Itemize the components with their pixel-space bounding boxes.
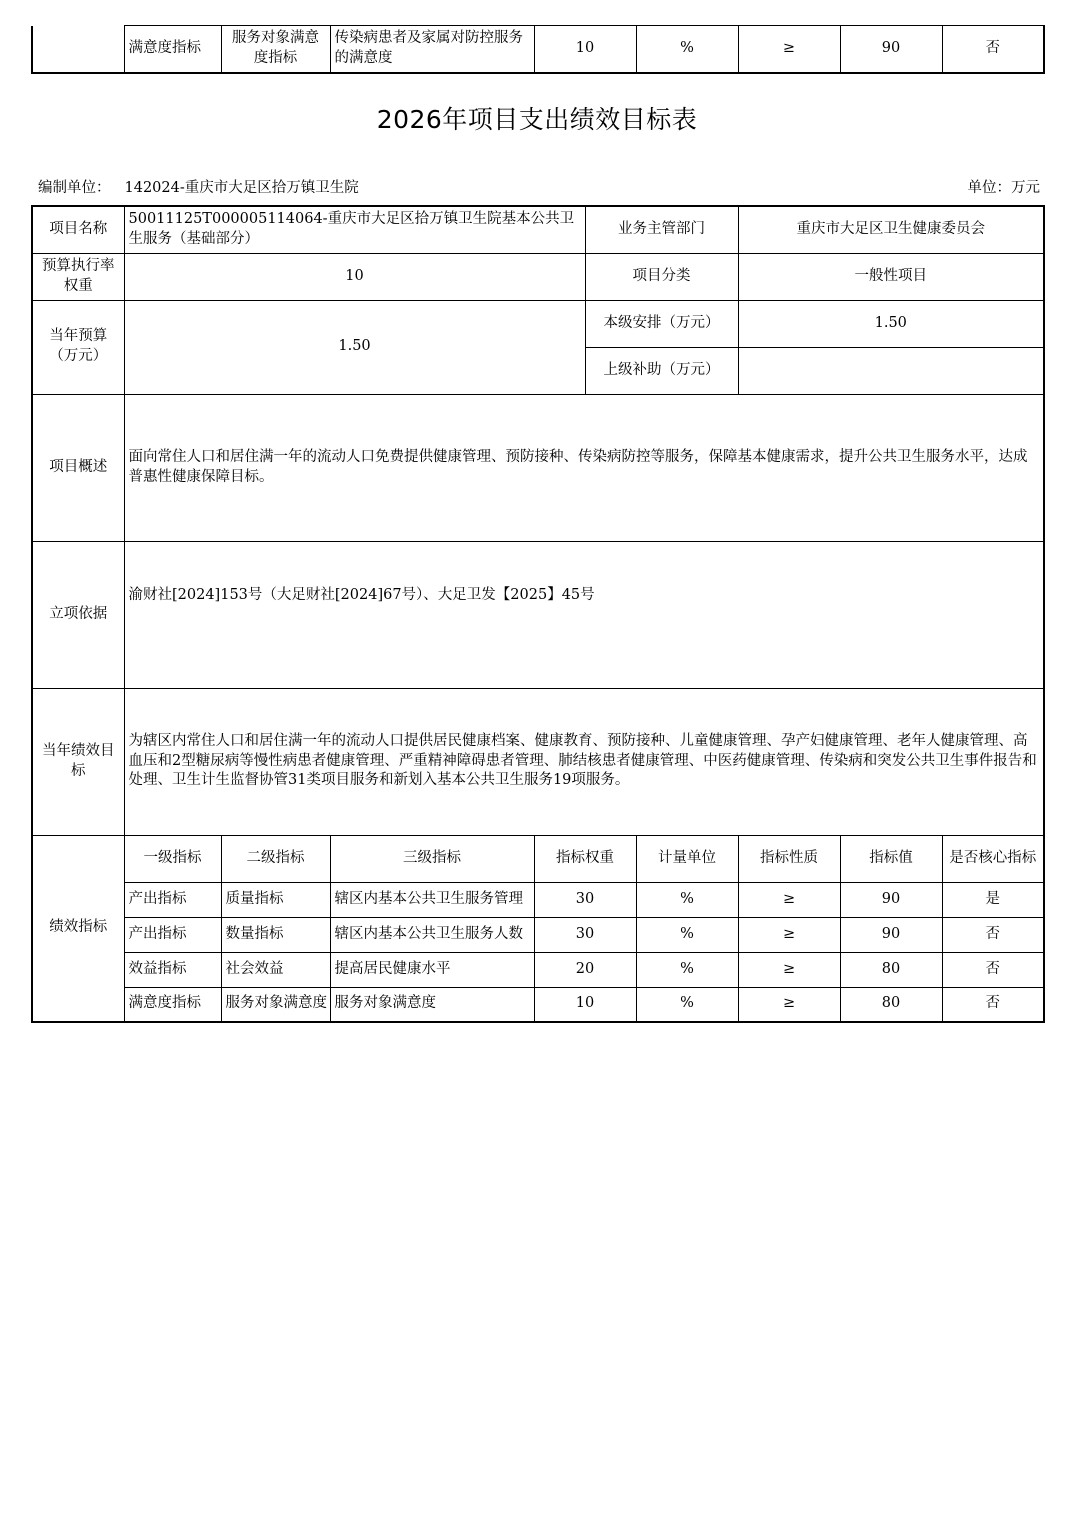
indicator-unit: % [636, 917, 738, 952]
indicator-level1: 产出指标 [124, 882, 221, 917]
blank-cell [32, 26, 124, 73]
goal-row [32, 688, 1044, 835]
col-header: 是否核心指标 [942, 835, 1044, 882]
upper-label: 上级补助（万元） [585, 347, 738, 394]
col-header: 指标值 [840, 835, 942, 882]
dept-label: 业务主管部门 [585, 206, 738, 253]
indicator-level3: 服务对象满意度 [330, 987, 534, 1022]
indicator-nature: ≥ [738, 987, 840, 1022]
value-cell: 90 [840, 26, 942, 73]
top-row [32, 26, 1044, 73]
indicator-weight: 10 [534, 987, 636, 1022]
budget-label: 当年预算（万元） [32, 300, 124, 394]
indicator-row [32, 952, 1044, 987]
indicator-level1: 满意度指标 [124, 987, 221, 1022]
basis-value: 渝财社[2024]153号（大足财社[2024]67号）、大足卫发【2025】45号 [124, 541, 1044, 688]
col-header: 指标权重 [534, 835, 636, 882]
project-name-row [32, 206, 1044, 253]
indicator-row [32, 987, 1044, 1022]
col-header: 计量单位 [636, 835, 738, 882]
upper-value [738, 347, 1044, 394]
level1-cell: 满意度指标 [124, 26, 221, 73]
overview-value: 面向常住人口和居住满一年的流动人口免费提供健康管理、预防接种、传染病防控等服务，保障基本健康需求，提升公共卫生服务水平，达成普惠性健康保障目标。 [124, 394, 1044, 541]
indicator-value: 80 [840, 952, 942, 987]
indicator-level1: 产出指标 [124, 917, 221, 952]
name-label: 项目名称 [32, 206, 124, 253]
indicator-core: 否 [942, 917, 1044, 952]
category-value: 一般性项目 [738, 253, 1044, 300]
indicator-value: 80 [840, 987, 942, 1022]
indicator-level2: 社会效益 [221, 952, 330, 987]
unit-cell: % [636, 26, 738, 73]
indicator-core: 是 [942, 882, 1044, 917]
nature-cell: ≥ [738, 26, 840, 73]
indicator-weight: 20 [534, 952, 636, 987]
indicator-level1: 效益指标 [124, 952, 221, 987]
indicator-value: 90 [840, 882, 942, 917]
basis-row [32, 541, 1044, 688]
indicator-unit: % [636, 987, 738, 1022]
level2-cell: 服务对象满意度指标 [221, 26, 330, 73]
indicator-level2: 质量指标 [221, 882, 330, 917]
indicator-core: 否 [942, 987, 1044, 1022]
performance-table [31, 205, 1045, 1023]
budget-row-1 [32, 300, 1044, 347]
indicator-value: 90 [840, 917, 942, 952]
indicator-row [32, 882, 1044, 917]
page-title: 2026年项目支出绩效目标表 [376, 105, 698, 134]
indicator-nature: ≥ [738, 917, 840, 952]
indicator-row [32, 917, 1044, 952]
top-continuation-table [31, 25, 1045, 74]
basis-label: 立项依据 [32, 541, 124, 688]
local-value: 1.50 [738, 300, 1044, 347]
level3-cell: 传染病患者及家属对防控服务的满意度 [330, 26, 534, 73]
indicator-level3: 辖区内基本公共卫生服务管理 [330, 882, 534, 917]
name-value: 50011125T000005114064-重庆市大足区拾万镇卫生院基本公共卫生服务（基础部分） [124, 206, 585, 253]
indicators-label: 绩效指标 [32, 835, 124, 1022]
indicator-level2: 服务对象满意度 [221, 987, 330, 1022]
goal-value: 为辖区内常住人口和居住满一年的流动人口提供居民健康档案、健康教育、预防接种、儿童健康管理、孕产妇健康管理、老年人健康管理、高血压和2型糖尿病等慢性病患者健康管理、严重精神障碍患者管理、肺结核患者健康管理、中医药健康管理、传染病和突发公共卫生事件报告和处理、卫生计生监督协管31类项目服务和新划入基本公共卫生服务19项服务。 [124, 688, 1044, 835]
org-value: 142024-重庆市大足区拾万镇卫生院 [124, 180, 359, 196]
org-line [38, 176, 359, 197]
dept-value: 重庆市大足区卫生健康委员会 [738, 206, 1044, 253]
local-label: 本级安排（万元） [585, 300, 738, 347]
overview-row [32, 394, 1044, 541]
indicator-unit: % [636, 882, 738, 917]
indicator-level3: 提高居民健康水平 [330, 952, 534, 987]
indicator-nature: ≥ [738, 882, 840, 917]
indicator-weight: 30 [534, 917, 636, 952]
weight-cell: 10 [534, 26, 636, 73]
col-header: 二级指标 [221, 835, 330, 882]
org-label: 编制单位： [38, 180, 111, 196]
goal-label: 当年绩效目标 [32, 688, 124, 835]
col-header: 一级指标 [124, 835, 221, 882]
indicator-weight: 30 [534, 882, 636, 917]
indicator-header-row [32, 835, 1044, 882]
budget-value: 1.50 [124, 300, 585, 394]
col-header: 三级指标 [330, 835, 534, 882]
weight-row [32, 253, 1044, 300]
category-label: 项目分类 [585, 253, 738, 300]
weight-value: 10 [124, 253, 585, 300]
overview-label: 项目概述 [32, 394, 124, 541]
core-cell: 否 [942, 26, 1044, 73]
unit-label: 单位：万元 [967, 180, 1040, 196]
indicator-core: 否 [942, 952, 1044, 987]
weight-label: 预算执行率权重 [32, 253, 124, 300]
indicator-level2: 数量指标 [221, 917, 330, 952]
indicator-level3: 辖区内基本公共卫生服务人数 [330, 917, 534, 952]
indicator-unit: % [636, 952, 738, 987]
col-header: 指标性质 [738, 835, 840, 882]
indicator-nature: ≥ [738, 952, 840, 987]
